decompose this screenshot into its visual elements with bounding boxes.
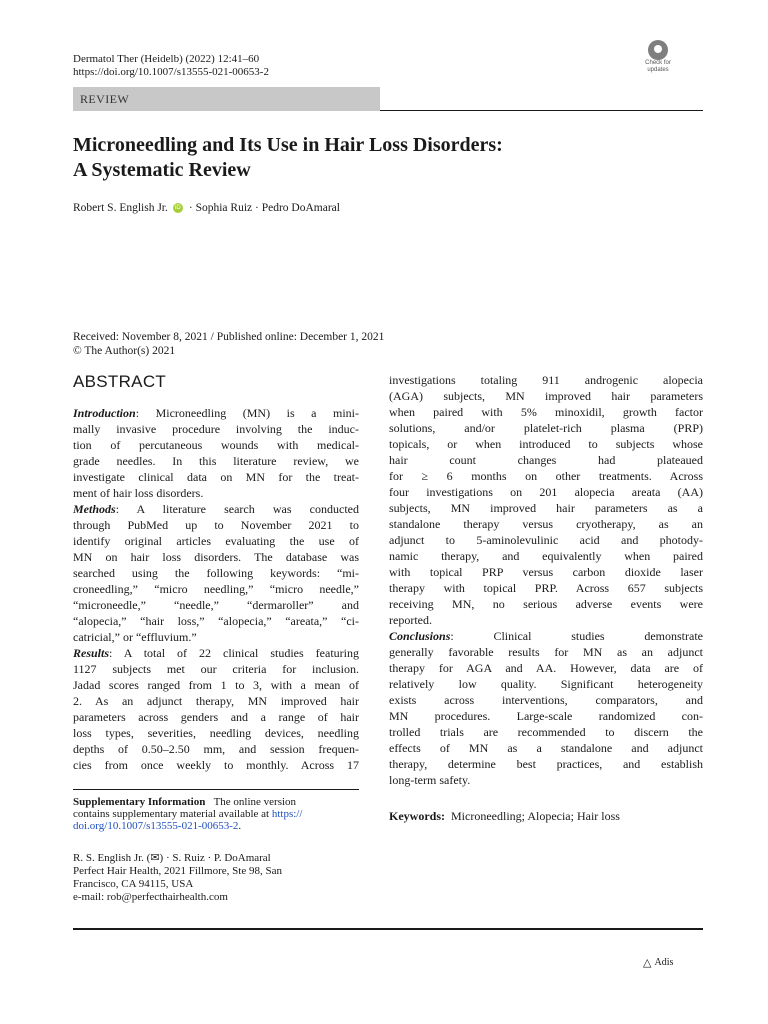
text-line: standalone therapy versus cryotherapy, as an (389, 517, 703, 531)
text-line: “microneedle,” “needle,” “dermaroller” and (73, 598, 359, 612)
text-line: through PubMed up to November 2021 to (73, 518, 359, 532)
title-line-2: A Systematic Review (73, 159, 251, 181)
abstract-left-column (73, 405, 359, 773)
header-rule (380, 110, 703, 111)
text-line: “alopecia,” “hair loss,” “alopecia,” “areata,” “ci- (73, 614, 359, 628)
affiliation-email[interactable]: e-mail: rob@perfecthairhealth.com (73, 891, 228, 903)
affiliation-address-1: Perfect Hair Health, 2021 Fillmore, Ste 98, San (73, 865, 282, 877)
text-line: adjunct to 5-aminolevulinic acid and photody- (389, 533, 703, 547)
check-updates-icon (648, 40, 668, 60)
text-line: searched using the following keywords: “mi- (73, 566, 359, 580)
text-line: relatively low quality. Significant heterogeneity (389, 677, 703, 691)
author-list (73, 202, 340, 214)
results-first-line: Results: A total of 22 clinical studies featuring (73, 646, 359, 660)
text-line: long-term safety. (389, 773, 471, 787)
journal-citation-block (73, 53, 269, 79)
supplementary-period: . (238, 820, 242, 832)
text-line: investigations totaling 911 androgenic alopecia (389, 373, 703, 387)
intro-first-line: Introduction: Microneedling (MN) is a mini- (73, 406, 359, 420)
text-line: when paired with 5% minoxidil, growth factor (389, 405, 703, 419)
text-line: 1127 subjects met our criteria for inclusion. (73, 662, 359, 676)
text-line: trolled trials are recommended to discern the (389, 725, 703, 739)
supplementary-text-2: contains supplementary material available at (73, 808, 270, 820)
text-line: croneedling,” “micro needling,” “micro needle,” (73, 582, 359, 596)
text-line: grade needles. In this literature review, we (73, 454, 359, 468)
text-line: therapy, determine best practices, and establish (389, 757, 703, 771)
article-title (73, 133, 703, 183)
section-label-bar (73, 87, 380, 111)
text-line: reported. (389, 613, 432, 627)
author-rest[interactable]: · Sophia Ruiz · Pedro DoAmaral (188, 202, 340, 214)
publication-dates (73, 330, 384, 358)
affiliation-address-2: Francisco, CA 94115, USA (73, 878, 194, 890)
text-line: MN procedures. Large-scale randomized con- (389, 709, 703, 723)
copyright-line: © The Author(s) 2021 (73, 345, 176, 357)
text-line: receiving MN, no serious adverse events were (389, 597, 703, 611)
text-line: with topical PRP versus carbon dioxide laser (389, 565, 703, 579)
author-first[interactable]: Robert S. English Jr. (73, 202, 168, 214)
methods-label: Methods (73, 502, 116, 516)
supplementary-rule (73, 789, 359, 790)
keywords-value: Microneedling; Alopecia; Hair loss (451, 809, 620, 823)
supplementary-text: The online version (213, 796, 297, 808)
conclusions-label: Conclusions (389, 629, 451, 643)
publisher-name: Adis (654, 957, 674, 968)
conclusions-first-line: Conclusions: Clinical studies demonstrate (389, 629, 703, 643)
text-line: mally invasive procedure involving the induc- (73, 422, 359, 436)
text-line: (AGA) subjects, MN improved hair parameters (389, 389, 703, 403)
supplementary-link-part2[interactable]: doi.org/10.1007/s13555-021-00653-2 (73, 820, 239, 832)
keywords (389, 809, 620, 824)
author-affiliation (73, 852, 282, 904)
abstract-heading: ABSTRACT (73, 372, 167, 391)
text-line: cies from once weekly to monthly. Across 17 (73, 758, 359, 772)
badge-line1: Check for (645, 60, 671, 66)
publisher-logo (643, 956, 673, 969)
abstract-right-column (389, 372, 703, 788)
text-line: therapy with topical PRP. Across 657 subjects (389, 581, 703, 595)
orcid-icon[interactable]: iD (173, 203, 183, 213)
text-line: investigate clinical data on MN for the treat- (73, 470, 359, 484)
text-line: Jadad scores ranged from 1 to 3, with a mean of (73, 678, 359, 692)
supplementary-heading: Supplementary Information (73, 796, 206, 808)
text-line: ment of hair loss disorders. (73, 486, 204, 500)
results-label: Results (73, 646, 110, 660)
text-line: subjects, MN improved hair parameters as a (389, 501, 703, 515)
text-line: 2. As an adjunct therapy, MN improved hair (73, 694, 359, 708)
text-line: hair count changes had plateaued (389, 453, 703, 467)
affiliation-names: R. S. English Jr. (✉) · S. Ruiz · P. DoAmaral (73, 852, 271, 864)
supplementary-link-part1[interactable]: https:// (271, 808, 303, 820)
text-line: four investigations on 201 alopecia areata (AA) (389, 485, 703, 499)
received-line: Received: November 8, 2021 / Published online: December 1, 2021 (73, 331, 385, 343)
adis-logo-icon: △ (643, 956, 652, 969)
text-line: namic therapy, and equivalently when paired (389, 549, 703, 563)
text-line: tion of percutaneous wounds with medical- (73, 438, 359, 452)
text-line: topicals, or when introduced to subjects whose (389, 437, 703, 451)
text-line: identify original articles evaluating the use of (73, 534, 359, 548)
badge-line2: updates (647, 67, 669, 73)
text-line: for ≥ 6 months on other treatments. Across (389, 469, 703, 483)
title-line-1: Microneedling and Its Use in Hair Loss Disorders: (73, 134, 503, 156)
intro-label: Introduction (73, 406, 136, 420)
keywords-label: Keywords: (389, 809, 445, 823)
section-label: REVIEW (80, 92, 130, 106)
supplementary-info (73, 796, 359, 832)
text-line: depths of 0.50–2.50 mm, and session frequen- (73, 742, 359, 756)
text-line: loss types, severities, needling devices, needling (73, 726, 359, 740)
text-line: MN on hair loss disorders. The database was (73, 550, 359, 564)
text-line: exists across interventions, comparators, and (389, 693, 703, 707)
footer-rule (73, 928, 703, 930)
check-for-updates-badge[interactable] (640, 40, 676, 76)
text-line: generally favorable results for MN as an adjunct (389, 645, 703, 659)
journal-citation: Dermatol Ther (Heidelb) (2022) 12:41–60 (73, 53, 260, 65)
text-line: solutions, and/or platelet-rich plasma (PRP) (389, 421, 703, 435)
text-line: parameters across genders and a range of hair (73, 710, 359, 724)
doi-link[interactable]: https://doi.org/10.1007/s13555-021-00653-2 (73, 66, 269, 78)
text-line: effects of MN as a standalone and adjunct (389, 741, 703, 755)
methods-first-line: Methods: A literature search was conducted (73, 502, 359, 516)
text-line: catricial,” or “effluvium.” (73, 630, 197, 644)
text-line: therapy for AGA and AA. However, data are of (389, 661, 703, 675)
